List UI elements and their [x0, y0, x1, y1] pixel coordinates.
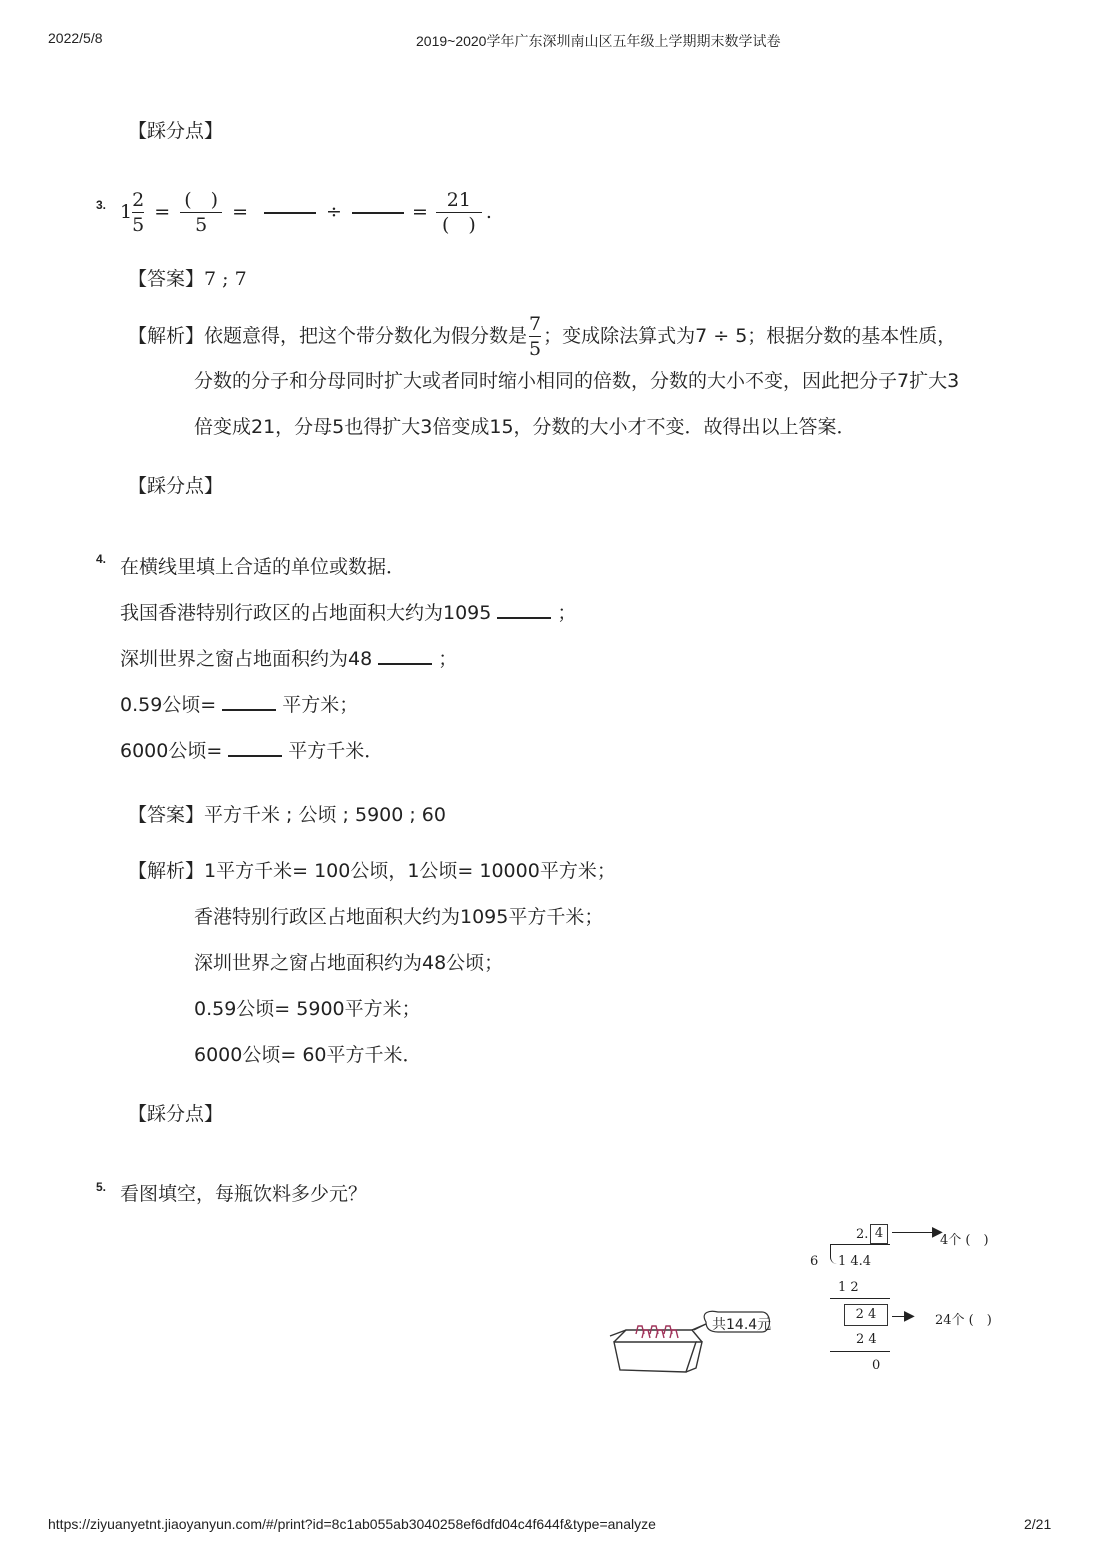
division-bracket — [830, 1244, 837, 1264]
q3-denominator: 5 — [195, 213, 208, 236]
q4-line-3 — [120, 694, 358, 716]
q4-line-text: 深圳世界之窗占地面积约为48 — [120, 648, 373, 670]
q4-line-end: 平方米； — [282, 694, 359, 716]
q4-analysis-line-4: 0.59公顷= 5900平方米； — [194, 998, 421, 1020]
analysis-text: ；变成除法算式为7 ÷ 5；根据分数的基本性质， — [543, 325, 957, 347]
fraction-numerator: 7 — [529, 312, 542, 335]
q4-line-4 — [120, 740, 383, 762]
quotient-note: 4个 ( ) — [940, 1233, 989, 1248]
analysis-text: 依题意得，把这个带分数化为假分数是 — [204, 325, 528, 347]
fraction-denominator: 5 — [529, 337, 542, 360]
points-label: 【踩分点】 — [128, 120, 224, 142]
remainder-note: 24个 ( ) — [935, 1313, 992, 1328]
divisor: 6 — [810, 1254, 819, 1269]
question-number: 4. — [96, 552, 107, 566]
answer-blank[interactable] — [228, 754, 282, 757]
answer-label: 【答案】 — [128, 804, 205, 826]
q4-line-end: ； — [438, 648, 458, 670]
analysis-text: 1平方千米= 100公顷，1公顷= 10000平方米； — [204, 860, 616, 882]
q3-fraction-2 — [180, 188, 222, 237]
q3-analysis-line-3: 倍变成21，分母5也得扩大3倍变成15，分数的大小才不变．故得出以上答案． — [194, 416, 856, 438]
q3-answer — [128, 268, 247, 290]
long-division — [808, 1222, 1008, 1382]
question-number: 3. — [96, 198, 107, 212]
q4-answer — [128, 804, 446, 826]
q4-line-1 — [120, 602, 576, 624]
print-date: 2022/5/8 — [48, 30, 103, 46]
equals-sign: = — [154, 201, 171, 223]
q4-analysis-line-2: 香港特别行政区占地面积大约为1095平方千米； — [194, 906, 604, 928]
q3-blank-denominator: ( ) — [441, 213, 476, 236]
page-number: 2/21 — [1024, 1516, 1052, 1532]
answer-blank[interactable] — [497, 616, 551, 619]
answer-label: 【答案】 — [128, 268, 205, 290]
points-label: 【踩分点】 — [128, 475, 224, 497]
q3-improper-fraction — [529, 312, 541, 361]
arrow-line — [892, 1232, 936, 1233]
final-remainder: 0 — [872, 1358, 881, 1373]
q3-analysis-line-1 — [128, 312, 956, 360]
q4-analysis-line-1 — [128, 860, 616, 882]
period: . — [485, 201, 492, 223]
q3-denominator: 5 — [132, 213, 145, 236]
q3-whole: 1 — [120, 201, 133, 223]
answer-text: 平方千米 ; 公顷 ; 5900 ; 60 — [204, 804, 446, 826]
answer-blank[interactable] — [222, 708, 276, 711]
box-price-label: 共14.4元 — [712, 1317, 772, 1333]
arrow-head: ▶ — [932, 1224, 943, 1240]
q3-equation — [120, 186, 492, 238]
q3-fraction-1 — [132, 188, 144, 237]
answer-blank[interactable] — [352, 211, 404, 214]
q4-line-text: 我国香港特别行政区的占地面积大约为1095 — [120, 602, 492, 624]
q3-numerator: 2 — [132, 188, 145, 211]
divide-sign: ÷ — [326, 201, 342, 223]
q4-stem: 在横线里填上合适的单位或数据． — [120, 556, 406, 578]
answer-text: 7 ; 7 — [204, 268, 247, 290]
q3-analysis-line-2: 分数的分子和分母同时扩大或者同时缩小相同的倍数，分数的大小不变，因此把分子7扩大3 — [194, 370, 960, 392]
subtract-line — [830, 1351, 890, 1352]
q4-line-end: 平方千米． — [288, 740, 384, 762]
subtract-line — [830, 1298, 890, 1299]
q3-blank-numerator: ( ) — [184, 188, 219, 211]
q4-line-end: ； — [557, 602, 577, 624]
division-bar — [830, 1244, 890, 1245]
q3-fraction-3 — [436, 188, 482, 237]
subtract-2: 2 4 — [856, 1332, 877, 1347]
q4-analysis-line-5: 6000公顷= 60平方千米． — [194, 1044, 422, 1066]
document-title: 2019~2020学年广东深圳南山区五年级上学期期末数学试卷 — [416, 33, 781, 49]
quotient-digit: 2. — [856, 1227, 869, 1242]
quotient-box: 4 — [870, 1224, 888, 1244]
answer-blank[interactable] — [378, 662, 432, 665]
q4-line-2 — [120, 648, 457, 670]
analysis-label: 【解析】 — [128, 860, 205, 882]
q3-numerator: 21 — [446, 188, 471, 211]
points-label: 【踩分点】 — [128, 1103, 224, 1125]
equals-sign: = — [411, 201, 428, 223]
q5-stem: 看图填空，每瓶饮料多少元？ — [120, 1183, 368, 1205]
remainder-box: 2 4 — [844, 1304, 888, 1326]
q4-line-text: 0.59公顷= — [120, 694, 217, 716]
q4-line-text: 6000公顷= — [120, 740, 223, 762]
question-number: 5. — [96, 1180, 107, 1194]
subtract-1: 1 2 — [838, 1280, 859, 1295]
arrow-head: ▶ — [904, 1308, 915, 1324]
dividend: 1 4.4 — [838, 1254, 872, 1269]
analysis-label: 【解析】 — [128, 325, 205, 347]
equals-sign: = — [232, 201, 249, 223]
q4-analysis-line-3: 深圳世界之窗占地面积约为48公顷； — [194, 952, 504, 974]
answer-blank[interactable] — [264, 211, 316, 214]
page-url[interactable]: https://ziyuanyetnt.jiaoyanyun.com/#/print?id=8c1ab055ab3040258ef6dfd04c4f644f&type=analyze — [48, 1516, 656, 1532]
